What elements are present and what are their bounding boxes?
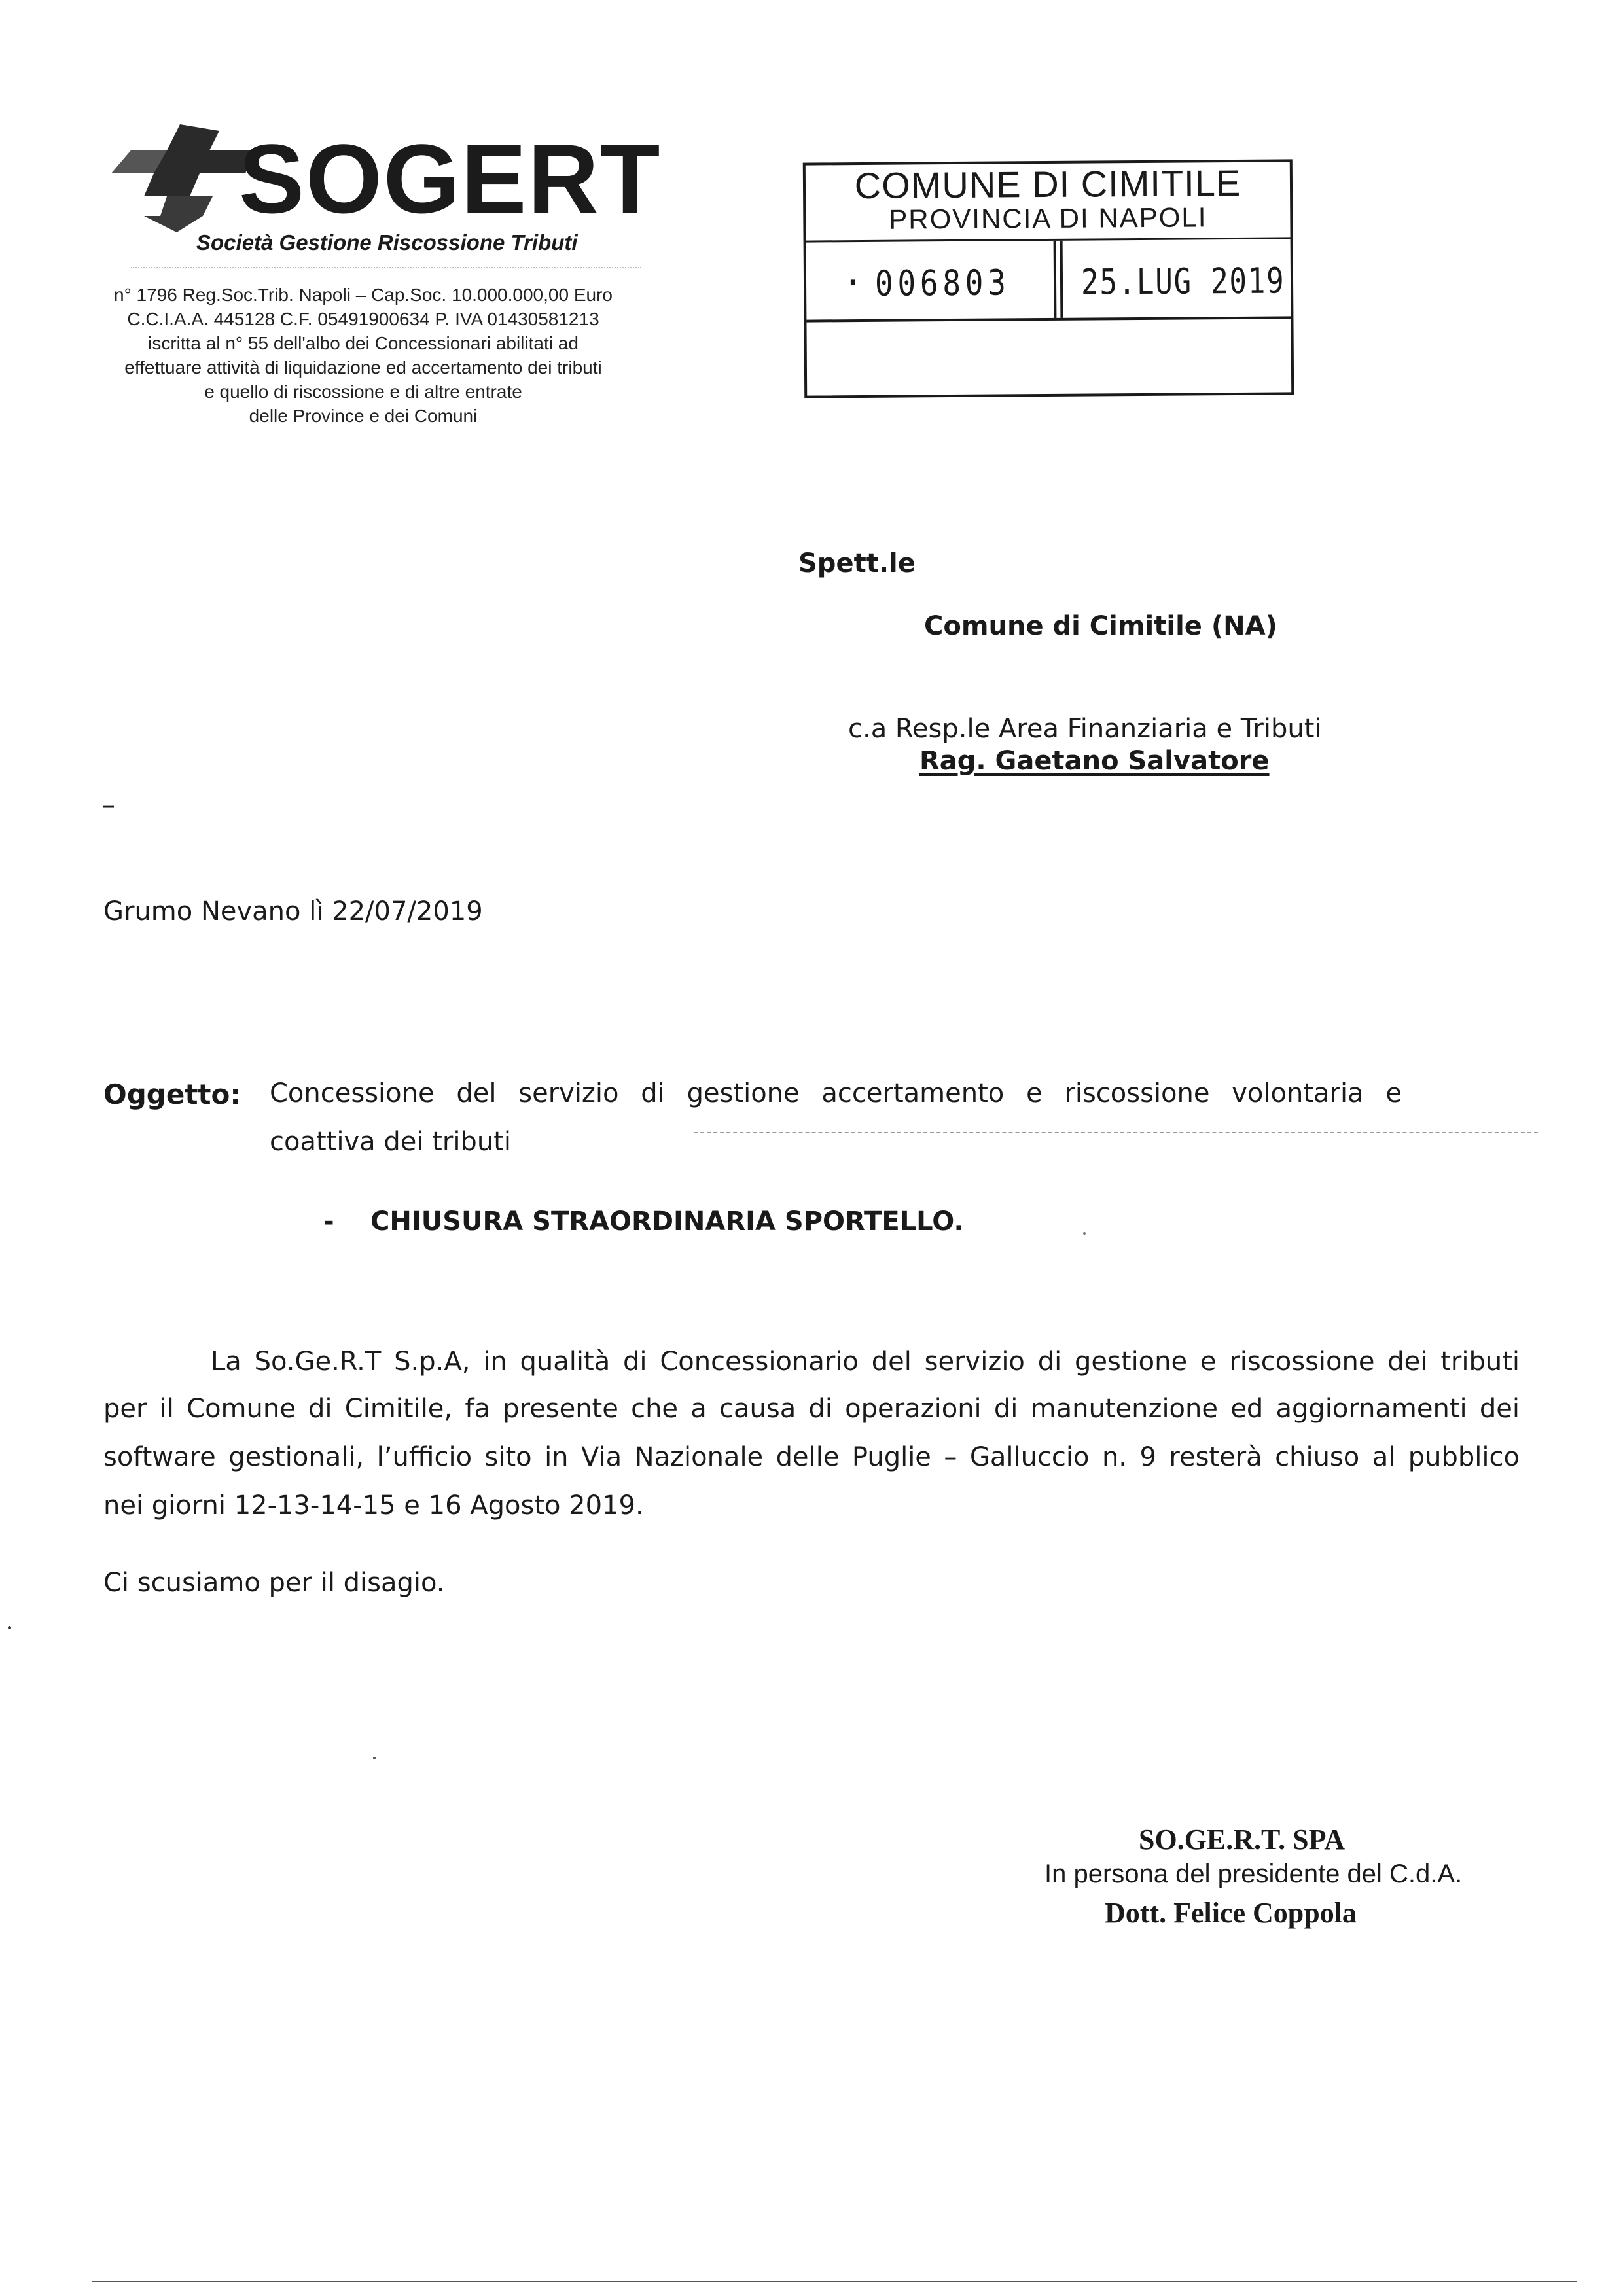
subject-label: Oggetto: — [103, 1078, 241, 1110]
signature-name: Dott. Felice Coppola — [1105, 1897, 1357, 1929]
stamp-protocol-number: 006803 — [874, 262, 1010, 304]
recipient-salutation: Spett.le — [798, 548, 916, 578]
scan-speck — [373, 1757, 376, 1759]
scan-speck — [8, 1626, 11, 1629]
sogert-emblem-icon — [105, 111, 255, 242]
stamp-separator — [1060, 241, 1063, 318]
body-line-4: nei giorni 12-13-14-15 e 16 Agosto 2019. — [103, 1491, 644, 1521]
info-line: n° 1796 Reg.Soc.Trib. Napoli – Cap.Soc. 10.000.000,00 Euro — [114, 285, 613, 305]
body-line-1: La So.Ge.R.T S.p.A, in qualità di Concessionario del servizio di gestione e riscossione dei tributi — [211, 1347, 1520, 1377]
company-registration-info — [79, 283, 648, 428]
body-closing: Ci scusiamo per il disagio. — [103, 1568, 445, 1598]
subject-bullet-dash: - — [323, 1207, 334, 1237]
recipient-name: Comune di Cimitile (NA) — [924, 611, 1277, 641]
stamp-comune: COMUNE DI CIMITILE — [854, 162, 1241, 207]
info-line: iscritta al n° 55 dell'albo dei Concessionari abilitati ad — [148, 333, 579, 353]
info-line: delle Province e dei Comuni — [249, 406, 478, 426]
body-line-2: per il Comune di Cimitile, fa presente che a causa di operazioni di manutenzione ed aggiornamenti dei — [103, 1394, 1520, 1424]
recipient-person: Rag. Gaetano Salvatore — [919, 746, 1270, 776]
company-logo — [105, 111, 662, 268]
margin-mark: – — [102, 790, 115, 821]
stamp-dot: · — [842, 261, 864, 304]
logo-divider — [131, 267, 641, 268]
signature-role: In persona del presidente del C.d.A. — [1044, 1860, 1463, 1888]
recipient-attention: c.a Resp.le Area Finanziaria e Tributi — [848, 714, 1322, 744]
subject-line-1: Concessione del servizio di gestione accertamento e riscossione volontaria e — [270, 1078, 1402, 1108]
logo-tagline: Società Gestione Riscossione Tributi — [196, 230, 578, 255]
logo-wordmark: SOGERT — [239, 124, 662, 234]
stamp-provincia: PROVINCIA DI NAPOLI — [889, 202, 1207, 235]
scan-speck — [1083, 1232, 1086, 1235]
subject-bullet: CHIUSURA STRAORDINARIA SPORTELLO. — [370, 1207, 964, 1237]
place-date: Grumo Nevano lì 22/07/2019 — [103, 896, 483, 927]
subject-dashed-rule — [694, 1132, 1538, 1133]
body-line-3: software gestionali, l’ufficio sito in Via Nazionale delle Puglie – Galluccio n. 9 resterà chiuso al pubblico — [103, 1442, 1520, 1472]
stamp-protocol-row — [806, 239, 1291, 322]
info-line: effettuare attività di liquidazione ed accertamento dei tributi — [124, 357, 602, 378]
signature-company: SO.GE.R.T. SPA — [1139, 1824, 1345, 1856]
stamp-header — [806, 162, 1291, 242]
page-bottom-rule — [92, 2281, 1577, 2282]
protocol-stamp — [803, 159, 1294, 398]
stamp-date: 25.LUG 2019 — [1080, 260, 1285, 303]
subject-line-2: coattiva dei tributi — [270, 1127, 511, 1157]
stamp-number-cell — [806, 241, 1057, 320]
info-line: e quello di riscossione e di altre entrate — [204, 381, 522, 402]
info-line: C.C.I.A.A. 445128 C.F. 05491900634 P. IVA 01430581213 — [127, 309, 599, 329]
